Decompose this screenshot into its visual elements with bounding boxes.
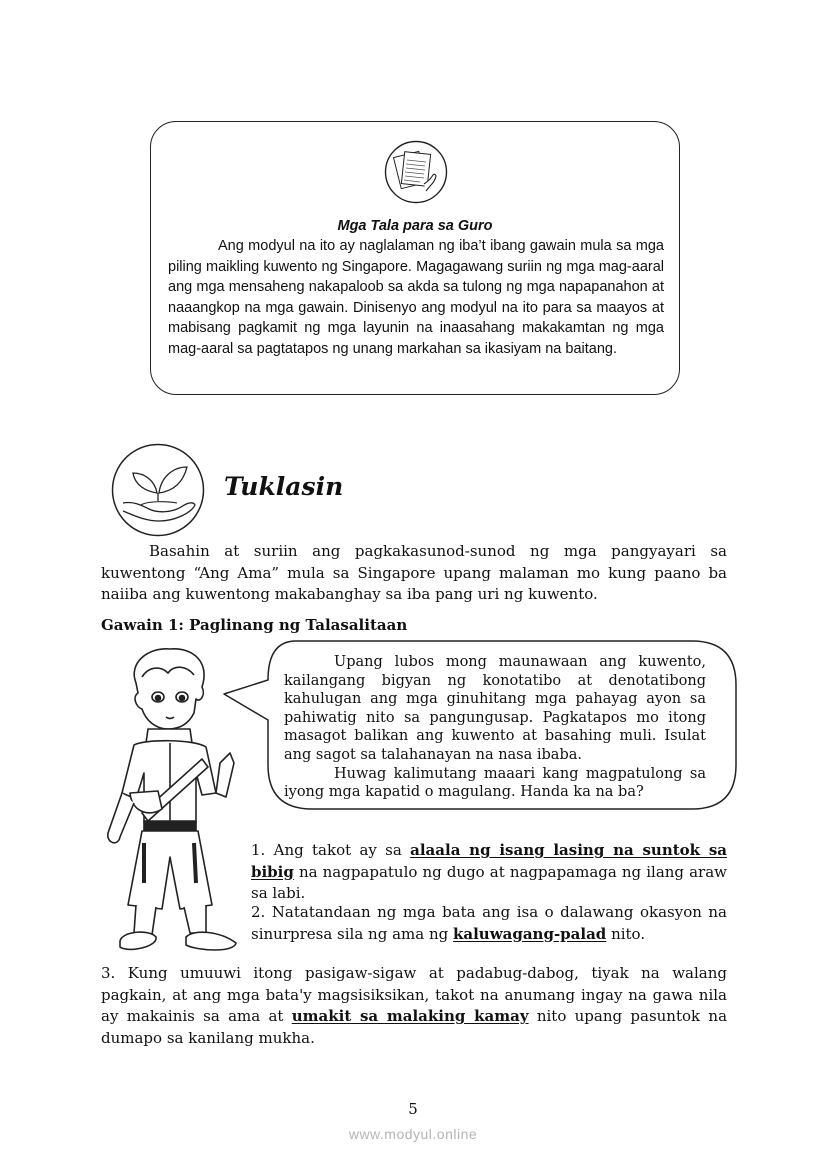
vocabulary-item: 3. Kung umuuwi itong pasigaw-sigaw at padabug-dabog, tiyak na walang pagkain, at ang mga bata'y magsisiksikan, takot na anumang ingay na gawa nila ay makainis sa ama at umakit sa malaking kamay nito upang pasuntok na dumapo sa kanilang mukha. — [101, 964, 728, 1047]
papers-icon — [384, 140, 448, 204]
speech-bubble-text — [284, 653, 706, 802]
page-number: 5 — [408, 1100, 418, 1118]
watermark: www.modyul.online — [348, 1126, 478, 1142]
section-intro — [101, 541, 727, 606]
activity-title: Gawain 1: Paglinang ng Talasalitaan — [101, 616, 408, 634]
underlined-phrase: alaala ng isang lasing na suntok sa bibig — [251, 841, 727, 881]
teacher-note-title: Mga Tala para sa Guro — [337, 218, 493, 234]
underlined-phrase: umakit sa malaking kamay — [291, 1007, 529, 1025]
encouragement-paragraph: Huwag kalimutang maaari kang magpatulong sa iyong mga kapatid o magulang. Handa ka na ba? — [284, 765, 706, 801]
section-heading: Tuklasin — [224, 472, 344, 501]
intro-paragraph: Basahin at suriin ang pagkakasunod-sunod ng mga pangyayari sa kuwentong “Ang Ama” mula sa Singapore upang malaman mo kung paano ba naiiba ang kuwentong makabanghay sa iba pang uri ng kuwento. — [101, 542, 727, 603]
underlined-phrase: kaluwagang-palad — [453, 924, 607, 943]
vocabulary-item: 2. Natatandaan ng mga bata ang isa o dalawang okasyon na sinurpresa sila ng ama ng kaluwagang-palad nito. — [251, 903, 727, 943]
vocabulary-item: 1. Ang takot ay sa alaala ng isang lasing na suntok sa bibig na nagpapatulo ng dugo at nagpapamaga ng ilang araw sa labi. — [251, 841, 727, 902]
hands-with-plant-icon — [111, 443, 205, 537]
teacher-note-body — [168, 236, 664, 360]
teacher-note-paragraph: Ang modyul na ito ay naglalaman ng iba’t ibang gawain mula sa mga piling maikling kuwento ng Singapore. Magagawang suriin ng mga mag-aaral ang mga mensaheng nakapaloob sa akda sa tulong ng mga napapanahon at naaangkop na mga gawain. Dinisenyo ang modyul na ito para sa maayos at mabisang pagkamit ng mga layunin na inaasahang makakamtan ng mga mag-aaral sa pagtatapos ng unang markahan sa ikasiyam na baitang. — [168, 238, 664, 357]
instruction-paragraph: Upang lubos mong maunawaan ang kuwento, kailangang bigyan ng konotatibo at denotatibong kahulugan ang mga ginuhitang mga pahayag ayon sa pahiwatig nito sa pangungusap. Pagkatapos mo itong masagot balikan ang kuwento at basahing muli. Isulat ang sagot sa talahanayan na nasa ibaba. — [284, 654, 706, 763]
